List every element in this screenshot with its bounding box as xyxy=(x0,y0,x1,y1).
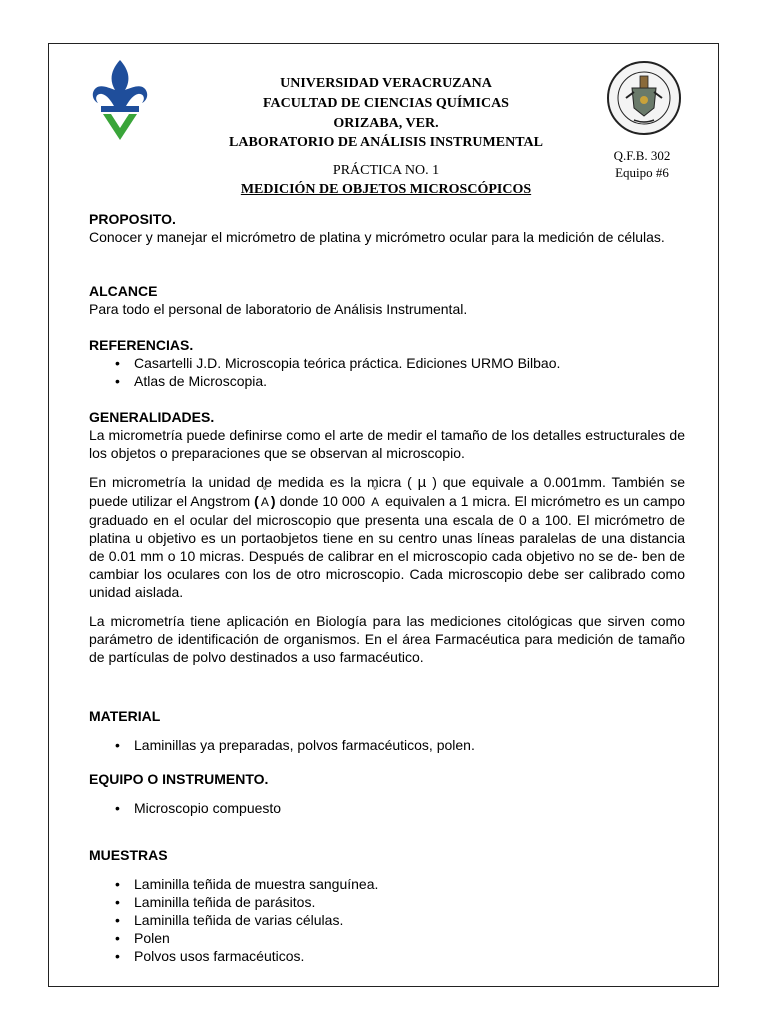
alcance-text: Para todo el personal de laboratorio de Análisis Instrumental. xyxy=(89,301,468,317)
angstrom-symbol: ° A xyxy=(369,493,381,511)
university-name: UNIVERSIDAD VERACRUZANA xyxy=(280,76,492,91)
material-heading: MATERIAL xyxy=(89,708,161,724)
section-proposito xyxy=(89,210,685,246)
city: ORIZABA, VER. xyxy=(333,116,439,131)
section-alcance xyxy=(89,282,685,318)
referencias-list xyxy=(89,354,685,390)
list-item: • Atlas de Microscopia. xyxy=(134,372,685,390)
generalidades-p1: La micrometría puede definirse como el arte de medir el tamaño de los detalles estructurales de los objetos o preparaciones que se observan al microscopio. xyxy=(89,427,685,461)
section-generalidades xyxy=(89,408,685,666)
faculty-name: FACULTAD DE CIENCIAS QUÍMICAS xyxy=(263,96,509,111)
material-list xyxy=(89,736,685,754)
list-item: • Polen xyxy=(134,929,685,947)
angstrom-symbol: ° A xyxy=(259,493,271,511)
list-item: • Polvos usos farmacéuticos. xyxy=(134,947,685,965)
section-material xyxy=(89,707,685,754)
lab-name: LABORATORIO DE ANÁLISIS INSTRUMENTAL xyxy=(229,135,543,150)
muestras-heading: MUESTRAS xyxy=(89,847,168,863)
practice-title: MEDICIÓN DE OBJETOS MICROSCÓPICOS xyxy=(240,182,532,197)
practice-number: PRÁCTICA NO. 1 xyxy=(332,163,440,178)
referencias-heading: REFERENCIAS. xyxy=(89,337,194,353)
team-number: Equipo #6 xyxy=(615,165,669,180)
section-equipo xyxy=(89,770,685,817)
generalidades-heading: GENERALIDADES. xyxy=(89,409,215,425)
uv-logo-icon xyxy=(87,58,153,140)
proposito-heading: PROPOSITO. xyxy=(89,211,176,227)
faculty-seal-icon xyxy=(604,58,684,138)
proposito-text: Conocer y manejar el micrómetro de platina y micrómetro ocular para la medición de células. xyxy=(89,229,665,245)
generalidades-p2: En micrometría la unidad de medida es la micra ( µ ) que equivale a 0.001mm. También se puede utilizar el Angstrom (° A ) donde 10 000 ° A equivalen a 1 micra. El micrómetro es un campo graduado en el ocular del microscopio que presenta una escala de 0 a 100. El micrómetro de platina u objetivo es un portaobjetos tiene en su centro unas líneas paralelas de una distancia de 0.01 mm o 10 micras. Después de calibrar en el microscopio cada objetivo no se de- ben de cambiar los oculares con los de otro microscopio. Cada microscopio debe ser calibrado como unidad aislada. xyxy=(89,473,685,601)
equipo-heading: EQUIPO O INSTRUMENTO. xyxy=(89,771,269,787)
section-referencias xyxy=(89,336,685,390)
list-item: • Laminilla teñida de muestra sanguínea. xyxy=(134,875,685,893)
list-item: • Laminillas ya preparadas, polvos farmacéuticos, polen. xyxy=(134,736,685,754)
list-item: • Casartelli J.D. Microscopia teórica práctica. Ediciones URMO Bilbao. xyxy=(134,354,685,372)
equipo-list xyxy=(89,799,685,817)
list-item: • Laminilla teñida de parásitos. xyxy=(134,893,685,911)
group-code: Q.F.B. 302 xyxy=(613,148,671,163)
section-muestras xyxy=(89,846,685,965)
list-item: • Laminilla teñida de varias células. xyxy=(134,911,685,929)
muestras-list xyxy=(89,875,685,965)
generalidades-p3: La micrometría tiene aplicación en Biología para las mediciones citológicas que sirven como parámetro de identificación de organismos. En el área Farmacéutica para medición de tamaño de partículas de polvo destinados a uso farmacéutico. xyxy=(89,613,685,665)
micron-symbol: µ xyxy=(417,474,427,491)
list-item: • Microscopio compuesto xyxy=(134,799,685,817)
alcance-heading: ALCANCE xyxy=(89,283,158,299)
